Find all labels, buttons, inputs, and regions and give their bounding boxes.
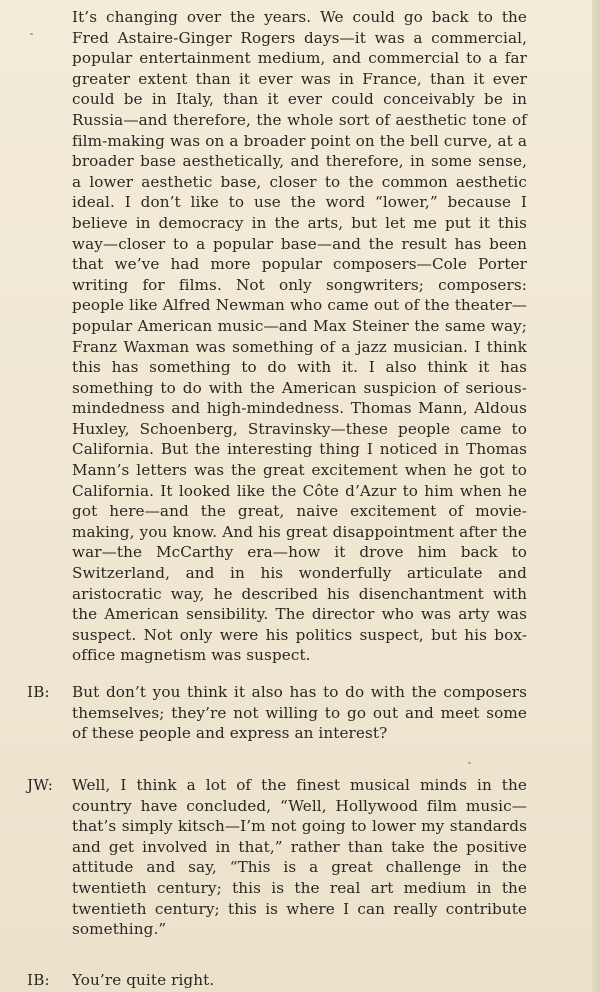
speaker-label-jw: JW: [27, 776, 54, 794]
exchange-text-ib-cut: You’re quite right. [72, 971, 215, 989]
ink-speck [30, 33, 33, 35]
cut-off-line [0, 962, 600, 992]
speaker-label-ib: IB: [27, 683, 50, 701]
exchange-text-jw: Well, I think a lot of the finest musical minds in the country have concluded, “Well, Hollywood film music—that’s simply kitsch—I’m not going to lower my standards and get involved in that,” rather than take the positive attitude and say, “This is a great challenge in the twentieth century; this is the real art medium in the twentieth century; this is where I can really contribute something.” [72, 776, 527, 939]
speaker-label-ib-cut: IB: [27, 971, 50, 989]
main-paragraph: It’s changing over the years. We could go back to the Fred Astaire-Ginger Rogers days—it was a commercial, popular entertainment medium, and commercial to a far greater extent than it ever was in France, than it ever could be in Italy, than it ever could conceivably be in Russia—and therefore, the whole sort of aesthetic tone of film-making was on a broader point on the bell curve, at a broader base aesthetically, and therefore, in some sense, a lower aesthetic base, closer to the common aesthetic ideal. I don’t like to use the word “lower,” because I believe in democracy in the arts, but let me put it this way—closer to a popular base—and the result has been that we’ve had more popular composers—Cole Porter writing for films. Not only songwriters; composers: people like Alfred Newman who came out of the theater—popular American music—and Max Steiner the same way; Franz Waxman was something of a jazz musician. I think this has something to do with it. I also think it has something to do with the American suspicion of serious-mindedness and high-mindedness. Thomas Mann, Aldous Huxley, Schoenberg, Stravinsky—these people came to California. But the interesting thing I noticed in Thomas Mann’s letters was the great excitement when he got to California. It looked like the Côte d’Azur to him when he got here—and the great, naive excitement of movie-making, you know. And his great disappointment after the war—the McCarthy era—how it drove him back to Switzerland, and in his wonderfully articulate and aristocratic way, he described his disenchantment with the American sensibility. The director who was arty was suspect. Not only were his politics suspect, but his box-office magnetism was suspect. [72, 8, 527, 665]
exchange-text-ib: But don’t you think it also has to do with the composers themselves; they’re not willing to go out and meet some of these people and express an interest? [72, 683, 527, 743]
page-edge-shadow [592, 0, 600, 992]
ink-speck [468, 762, 471, 764]
